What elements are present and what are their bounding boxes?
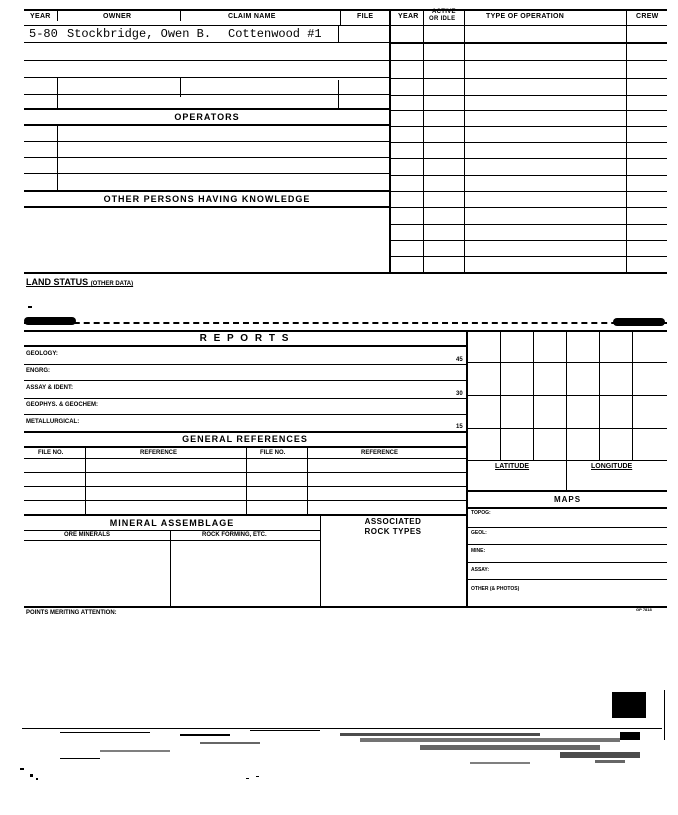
- header-crew: CREW: [636, 13, 659, 20]
- scan-noise-band: [0, 690, 678, 810]
- maps-heading: MAPS: [553, 495, 582, 504]
- maps-topog: TOPOG:: [471, 510, 491, 516]
- general-references-heading: GENERAL REFERENCES: [182, 434, 308, 444]
- header-file: FILE: [357, 13, 374, 20]
- mineral-assemblage-heading: MINERAL ASSEMBLAGE: [109, 518, 235, 528]
- ref-header-file-no-1: FILE NO.: [38, 450, 64, 456]
- operators-heading: OPERATORS: [174, 112, 240, 122]
- ref-header-file-no-2: FILE NO.: [260, 450, 286, 456]
- entry-owner: Stockbridge, Owen B.: [67, 27, 212, 41]
- maps-assay: ASSAY:: [471, 567, 490, 573]
- header-type-of-operation: TYPE OF OPERATION: [486, 13, 565, 20]
- associated-rock-types-2: ROCK TYPES: [364, 527, 422, 536]
- report-engrg: ENGRG:: [26, 368, 50, 374]
- entry-claim: Cottenwood #1: [228, 27, 322, 41]
- header-year: YEAR: [30, 13, 51, 20]
- mineral-header-rock: ROCK FORMING, ETC.: [202, 532, 267, 538]
- report-assay: ASSAY & IDENT:: [26, 385, 74, 391]
- header-active-2: OR IDLE: [429, 16, 456, 22]
- report-geophys: GEOPHYS. & GEOCHEM:: [26, 402, 99, 408]
- margin-number-15: 15: [456, 424, 463, 430]
- maps-mine: MINE:: [471, 548, 486, 554]
- mineral-header-ore: ORE MINERALS: [64, 532, 111, 538]
- other-persons-heading: OTHER PERSONS HAVING KNOWLEDGE: [103, 194, 311, 204]
- margin-number-45: 45: [456, 357, 463, 363]
- form-number: GP 7818: [636, 607, 652, 612]
- points-meriting-attention: POINTS MERITING ATTENTION:: [26, 610, 117, 616]
- scan-smudge-left: [24, 317, 76, 325]
- maps-other: OTHER (& PHOTOS): [471, 586, 520, 592]
- longitude-label: LONGITUDE: [591, 463, 633, 470]
- land-status-subtitle: (OTHER DATA): [90, 281, 134, 287]
- header-year-2: YEAR: [398, 13, 419, 20]
- margin-number-30: 30: [456, 391, 463, 397]
- header-claim-name: CLAIM NAME: [228, 13, 276, 20]
- ref-header-reference-1: REFERENCE: [140, 450, 178, 456]
- ref-header-reference-2: REFERENCE: [361, 450, 399, 456]
- land-status-title: LAND STATUS: [26, 277, 89, 287]
- land-status-label: [26, 277, 133, 287]
- scan-specks: [28, 306, 32, 308]
- entry-date: 5-80: [29, 27, 58, 41]
- latitude-label: LATITUDE: [495, 463, 530, 470]
- report-geology: GEOLOGY:: [26, 351, 58, 357]
- scan-noise-svg: [0, 690, 678, 810]
- reports-heading: R E P O R T S: [199, 333, 291, 344]
- scan-smudge-right: [613, 318, 665, 326]
- header-owner: OWNER: [103, 13, 132, 20]
- header-active-1: ACTIVE: [432, 9, 456, 15]
- maps-geol: GEOL:: [471, 530, 487, 536]
- associated-rock-types-1: ASSOCIATED: [364, 517, 422, 526]
- report-metallurgical: METALLURGICAL:: [26, 419, 80, 425]
